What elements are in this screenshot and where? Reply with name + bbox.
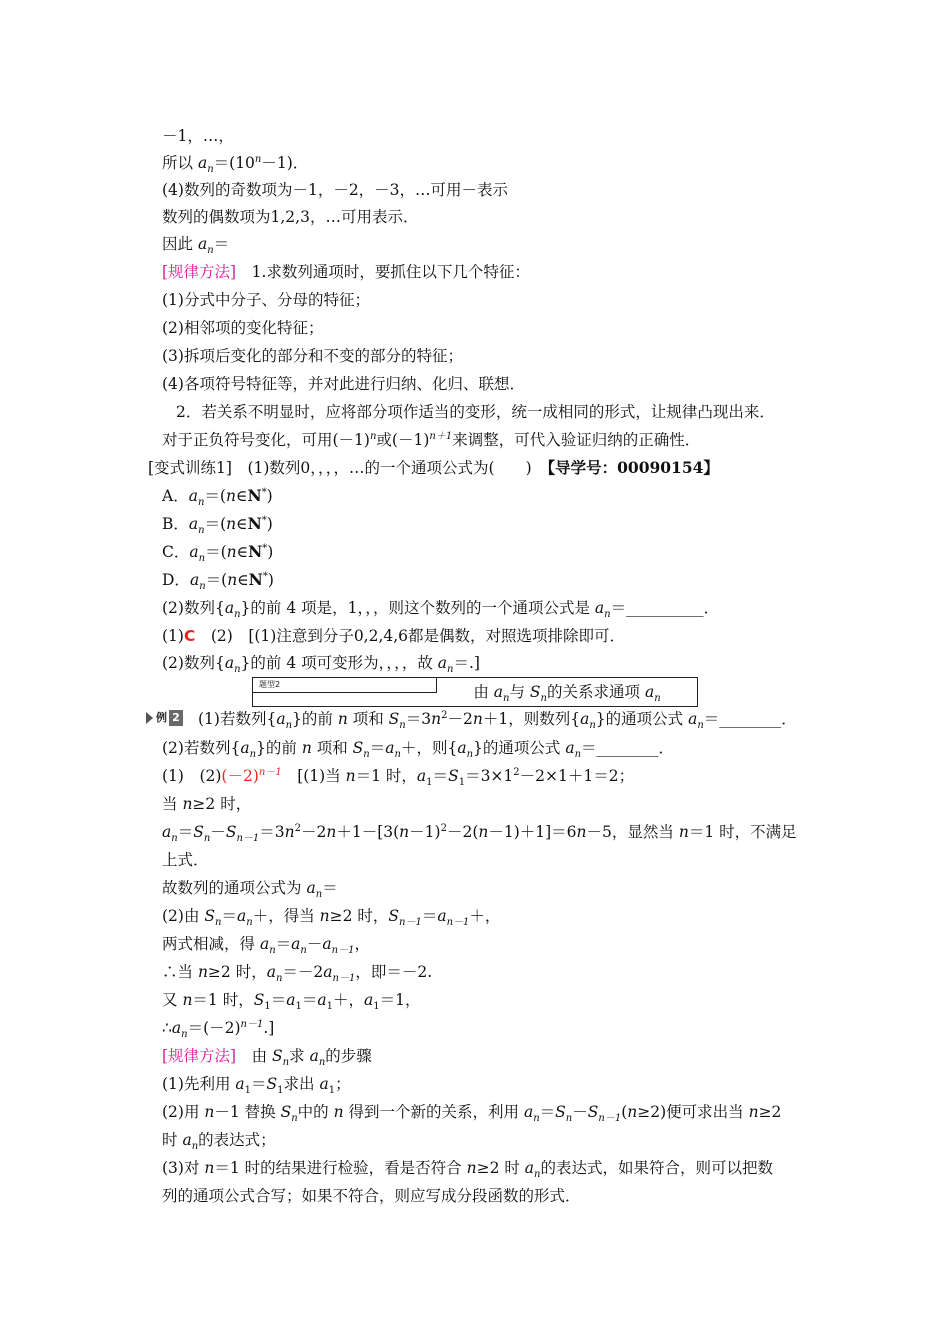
example-line: 例 2 (1)若数列$\{a_n\}$的前 n 项和 $S_n=3n^2-2n+1$，则数列$\{a_n\}$的通项公式 $a_n=\_\_\_\_\_\_\_\_$． bbox=[146, 709, 797, 729]
text-line: (2)若数列$\{a_n\}$的前 n 项和 $S_n=a_n+$，则$\{a_n\}$的通项公式 $a_n=\_\_\_\_\_\_\_\_$． bbox=[162, 739, 675, 761]
text-line: 所以 $a_n=(10^n-1)$． bbox=[162, 153, 309, 176]
text-line: 对于正负符号变化，可用$(-1)^n$或$(-1)^{n+1}$来调整，可代入验证归纳的正确性． bbox=[162, 430, 701, 449]
example-badge: 例 2 bbox=[146, 709, 184, 727]
answer-value: $(-2)^{n-1}$ bbox=[221, 766, 282, 785]
answer-line: (1)C (2) [(1)注意到分子0,2,4,6都是偶数，对照选项排除即可． bbox=[162, 627, 626, 645]
text-line: 列的通项公式合写；如果不符合，则应写成分段函数的形式． bbox=[162, 1187, 581, 1205]
option-d: D．$a_n=(n\in N^*)$ bbox=[162, 570, 274, 593]
banner-title: 由 $a_n$与 $S_n$的关系求通项 $a_n$ bbox=[473, 683, 661, 705]
banner-label: 题型2 bbox=[253, 678, 437, 693]
text-line: 2．若关系不明显时，应将部分项作适当的变形，统一成相同的形式，让规律凸现出来． bbox=[176, 403, 775, 421]
text-line: (3)拆项后变化的部分和不变的部分的特征； bbox=[162, 347, 463, 365]
answer-line: (1) $(2)(-2)^{n-1}$ [(1)当 n＝1 时，$a_1=S_1=3\times 1^2-2\times 1+1=2$； bbox=[162, 766, 635, 789]
text-line: －1，…， bbox=[162, 127, 234, 145]
method-tag: [规律方法] bbox=[162, 1047, 237, 1065]
text-line: 当 n≥2 时， bbox=[162, 795, 252, 813]
text-line: 故数列的通项公式为 $a_n=$ bbox=[162, 879, 338, 901]
method-heading: [规律方法] 由 $S_n$求 $a_n$的步骤 bbox=[162, 1047, 372, 1069]
text-line: ∴当 n≥2 时，$a_n=-2a_{n-1}$，即＝－2. bbox=[162, 963, 433, 985]
text-line: $\therefore a_n=(-2)^{n-1}$.] bbox=[162, 1018, 275, 1041]
answer-choice: C bbox=[183, 627, 196, 645]
guide-number: 【导学号：00090154】 bbox=[539, 458, 719, 477]
text-line: 又 n＝1 时，$S_1=a_1=a_1+$，$a_1=1$， bbox=[162, 991, 421, 1013]
exercise-heading: [变式训练1] (1)数列0，，，，…的一个通项公式为( ) 【导学号：00090154】 bbox=[148, 458, 719, 477]
method-heading: [规律方法] 1.求数列通项时，要抓住以下几个特征： bbox=[162, 263, 530, 281]
option-b: B．$a_n=(n\in N^*)$ bbox=[162, 514, 273, 537]
section-banner bbox=[252, 677, 698, 707]
triangle-icon bbox=[146, 712, 153, 724]
text-line: $a_n=S_n-S_{n-1}=3n^2-2n+1-[3(n-1)^2-2(n-1)+1]=6n-5$，显然当 n＝1 时，不满足 bbox=[162, 822, 797, 845]
text-line: (2)数列$\{a_n\}$的前 4 项可变形为，，，，故 $a_n=$.] bbox=[162, 654, 480, 676]
text-line: (2)由 $S_n=a_n+$，得当 n≥2 时，$S_{n-1}=a_{n-1}+$， bbox=[162, 907, 501, 929]
text-line: 时 $a_n$的表达式； bbox=[162, 1131, 276, 1153]
text-line: (2)数列$\{a_n\}$的前 4 项是，1，，，则这个数列的一个通项公式是 $a_n=\_\_\_\_\_\_\_\_\_\_$． bbox=[162, 599, 720, 621]
method-tag: [规律方法] bbox=[162, 263, 237, 281]
text-line: (4)数列的奇数项为－1，－2，－3，…可用－表示 bbox=[162, 181, 509, 199]
text-line: (1)先利用 $a_1=S_1$求出 $a_1$； bbox=[162, 1075, 351, 1097]
text-line: (4)各项符号特征等，并对此进行归纳、化归、联想． bbox=[162, 375, 525, 393]
option-c: C．$a_n=(n\in N^*)$ bbox=[162, 542, 274, 565]
option-a: A．$a_n=(n\in N^*)$ bbox=[162, 486, 273, 509]
text-line: 两式相减，得 $a_n=a_n-a_{n-1}$， bbox=[162, 935, 370, 957]
text-line: 数列的偶数项为1,2,3，…可用表示． bbox=[162, 208, 419, 226]
text-line: (1)分式中分子、分母的特征； bbox=[162, 291, 370, 309]
text-line: 因此 $a_n=$ bbox=[162, 235, 230, 257]
text-line: 上式． bbox=[162, 851, 209, 869]
text-line: (3)对 n＝1 时的结果进行检验，看是否符合 n≥2 时 $a_n$的表达式，如果符合，则可以把数 bbox=[162, 1159, 773, 1181]
text-line: (2)用 n－1 替换 $S_n$中的 n 得到一个新的关系，利用 $a_n=S_n-S_{n-1}(n\ge 2)$便可求出当 n≥2 bbox=[162, 1103, 782, 1125]
text-line: (2)相邻项的变化特征； bbox=[162, 319, 324, 337]
